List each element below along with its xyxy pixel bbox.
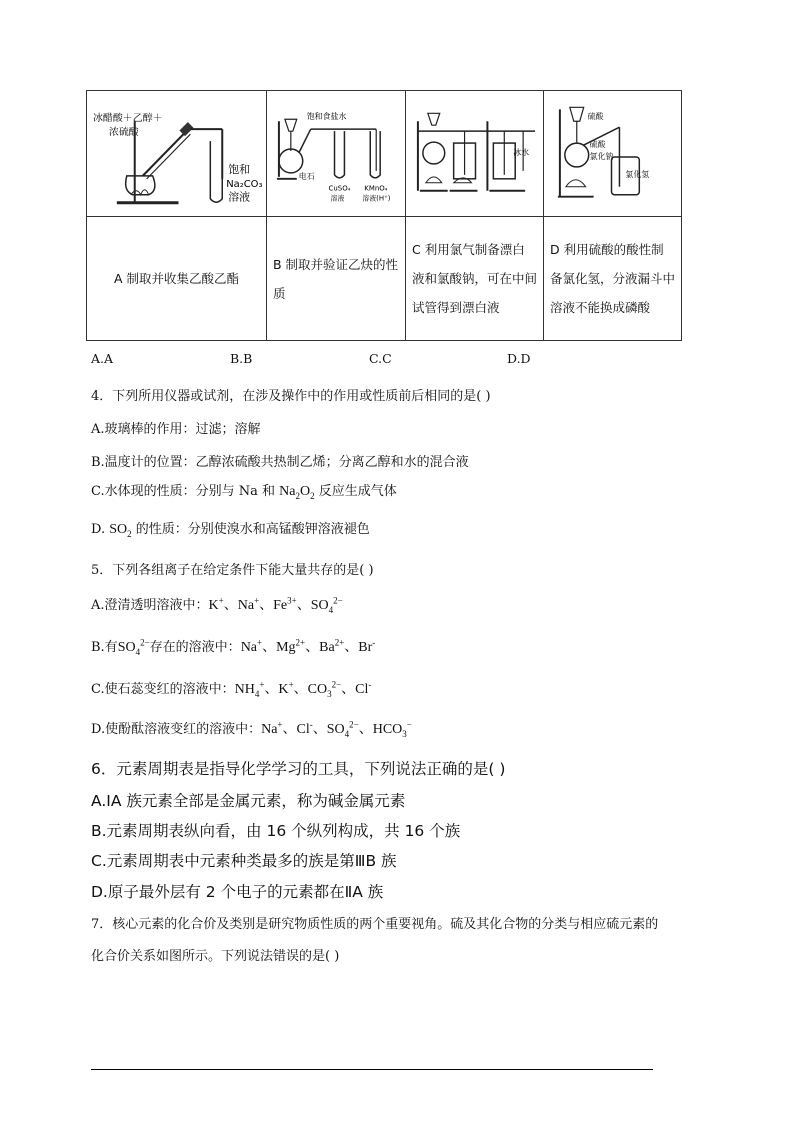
caption-d: D 利用硫酸的酸性制备氯化氢，分液漏斗中溶液不能换成磷酸 xyxy=(544,217,682,341)
q7-stem-line2: 化合价关系如图所示。下列说法错误的是( ) xyxy=(91,949,340,964)
q3-options xyxy=(91,351,691,369)
chlorine-apparatus-figure xyxy=(406,91,543,216)
q5-option-b[interactable]: B.有$SO_4^{2-}$存在的溶液中：Na+、$Mg^{2+}$、$Ba^{2+}$、Br- xyxy=(91,637,376,657)
q4-d-pre: D. xyxy=(91,522,110,537)
fig-a-label-r1: 饱和 xyxy=(228,162,251,176)
caption-b: B 制取并验证乙炔的性质 xyxy=(267,217,406,341)
q5-b-pre: B.有 xyxy=(91,640,118,655)
fig-b-label-t1b: 溶液 xyxy=(330,194,345,203)
fig-b-label-t2a: KMnO₄ xyxy=(364,184,388,193)
q4-d-post: 的性质：分别使溴水和高锰酸钾溶液褪色 xyxy=(131,522,370,537)
q4-c-pre: C.水体现的性质：分别与 Na 和 xyxy=(91,484,280,499)
fig-a-label-r2: Na₂CO₃ xyxy=(226,178,263,190)
q7-stem-line1: 7．核心元素的化合价及类别是研究物质性质的两个重要视角。硫及其化合物的分类与相应硫元素的 xyxy=(91,917,659,932)
q4-c-post: 反应生成气体 xyxy=(314,484,397,499)
fig-d-label-mid1: 硫酸 xyxy=(589,140,606,150)
q3-option-d[interactable]: D.D xyxy=(507,351,531,366)
q6-option-d[interactable]: D.原子最外层有 2 个电子的元素都在ⅡA 族 xyxy=(91,883,384,901)
q3-option-b[interactable]: B.B xyxy=(230,351,253,366)
figure-b-cell xyxy=(267,91,406,217)
acetylene-apparatus-figure xyxy=(267,91,405,216)
fig-b-label-t1a: CuSO₄ xyxy=(328,184,351,193)
fig-d-label-top: 硫酸 xyxy=(587,112,604,122)
fig-d-label-gas: 氯化氢 xyxy=(625,169,650,179)
q6-option-c[interactable]: C.元素周期表中元素种类最多的族是第ⅢB 族 xyxy=(91,852,397,870)
q4-option-b[interactable]: B.温度计的位置：乙醇浓硫酸共热制乙烯；分离乙醇和水的混合液 xyxy=(91,455,469,470)
caption-a: A 制取并收集乙酸乙酯 xyxy=(87,217,267,341)
fig-a-label-top: 冰醋酸＋乙醇＋ xyxy=(92,113,163,125)
footer-rule xyxy=(91,1069,653,1070)
figure-d-cell xyxy=(544,91,682,217)
q6-option-b[interactable]: B.元素周期表纵向看，由 16 个纵列构成，共 16 个族 xyxy=(91,822,461,840)
q5-c-pre: C.使石蕊变红的溶液中： xyxy=(91,682,235,697)
q5-stem: 5．下列各组离子在给定条件下能大量共存的是( ) xyxy=(91,563,374,578)
q6-option-a[interactable]: A.ⅠA 族元素全部是金属元素，称为碱金属元素 xyxy=(91,792,406,810)
figure-a-cell xyxy=(87,91,267,217)
q4-option-c[interactable]: C.水体现的性质：分别与 Na 和 $Na_2O_2$ 反应生成气体 xyxy=(91,484,397,501)
q5-option-a[interactable]: A.澄清透明溶液中：K+、Na+、$Fe^{3+}$、$SO_4^{2-}$ xyxy=(91,595,343,615)
fig-a-label-mid: 浓硫酸 xyxy=(108,127,139,139)
figure-c-cell xyxy=(406,91,544,217)
q5-d-pre: D.使酚酞溶液变红的溶液中： xyxy=(91,722,262,737)
q5-a-pre: A.澄清透明溶液中： xyxy=(91,598,209,613)
q6-stem: 6．元素周期表是指导化学学习的工具，下列说法正确的是( ) xyxy=(91,760,506,778)
q5-option-c[interactable]: C.使石蕊变红的溶液中：$NH_4^+$、K+、$CO_3^{2-}$、Cl- xyxy=(91,679,372,699)
fig-b-label-t2b: 溶液(H⁺) xyxy=(362,194,391,203)
ester-apparatus-figure xyxy=(87,91,266,216)
fig-b-label-stone: 电石 xyxy=(298,171,315,181)
apparatus-table xyxy=(86,90,682,341)
q4-stem: 4．下列所用仪器或试剂，在涉及操作中的作用或性质前后相同的是( ) xyxy=(91,389,491,404)
fig-d-label-mid2: 氯化钠 xyxy=(589,151,614,161)
fig-c-label-ice: 冰水 xyxy=(513,147,530,157)
fig-a-label-r3: 溶液 xyxy=(228,190,251,204)
hcl-apparatus-figure xyxy=(544,91,681,216)
q4-option-d[interactable]: D. $SO_2$ 的性质：分别使溴水和高锰酸钾溶液褪色 xyxy=(91,522,370,539)
q5-option-d[interactable]: D.使酚酞溶液变红的溶液中：Na+、Cl-、$SO_4^{2-}$、$HCO_3^-$ xyxy=(91,719,412,739)
q3-option-c[interactable]: C.C xyxy=(369,351,392,366)
q5-b-mid: 存在的溶液中： xyxy=(149,640,241,655)
q3-option-a[interactable]: A.A xyxy=(91,351,114,366)
caption-c: C 利用氯气制备漂白液和氯酸钠，可在中间试管得到漂白液 xyxy=(406,217,544,341)
q4-option-a[interactable]: A.玻璃棒的作用：过滤；溶解 xyxy=(91,422,261,437)
fig-b-label-top: 饱和食盐水 xyxy=(306,112,347,122)
